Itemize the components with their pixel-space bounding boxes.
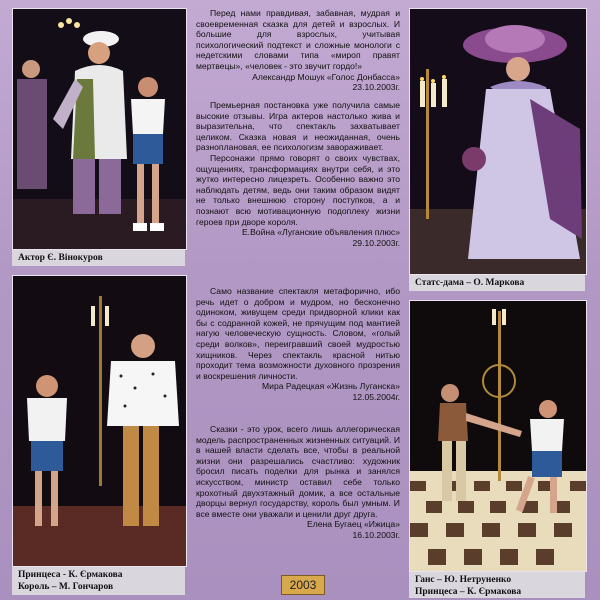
lady-scene-image xyxy=(410,9,586,274)
year-label: 2003 xyxy=(289,578,317,592)
caption-lady xyxy=(409,275,585,291)
review-4 xyxy=(196,424,400,541)
review-2-author: Е.Война «Луганские объявления плюс» xyxy=(241,227,400,238)
hans-princess-scene-image xyxy=(410,301,586,571)
photo-princess-king xyxy=(12,275,187,567)
caption-hans-line: Ганс – Ю. Нетруненко xyxy=(415,575,512,585)
photo-hans-princess xyxy=(409,300,587,572)
photo-lady xyxy=(409,8,587,275)
review-4-author: Елена Бугаец «Ижица» xyxy=(307,519,400,530)
review-3-date: 12.05.2004г. xyxy=(352,391,400,402)
caption-princess2-line: Принцеса – К. Єрмакова xyxy=(415,587,522,597)
caption-lady-text: Статс-дама – О. Маркова xyxy=(415,278,525,288)
caption-princess-king xyxy=(12,567,185,595)
review-4-text: Сказки - это урок, всего лишь аллегорическая модель распространенных жизненных ситуаций. И в нашей власти сделать все, чтобы в реальной жизни они разрешались счастливо: художник бросил писать поделки для рынка и занялся искусством, министр оставил себе только крохотный двухэтажный домик, а все остальные дворцы вернул государству, король был умным. И все вместе они уважали и ценили друг друга. xyxy=(196,424,400,519)
review-2-date: 29.10.2003г. xyxy=(352,237,400,248)
review-2 xyxy=(196,100,400,248)
review-1-text: Перед нами правдивая, забавная, мудрая и своевременная сказка для детей и взрослых. И большие для взрослых, учитывая психологический подтекст и сложные монологи с недетскими словами типа «мироп правят мертвецы», «человек - это звучит гордо!» xyxy=(196,8,400,71)
review-2-text: Премьерная постановка уже получила самые высокие отзывы. Игра актеров настолько жива и выразительна, что спектакль захватывает целиком. Сказка новая и неожиданная, очень разноплановая, ее психологизм завораживает. xyxy=(196,100,400,153)
review-4-date: 16.10.2003г. xyxy=(352,529,400,540)
caption-actor xyxy=(12,250,185,266)
review-1-author: Александр Мошук «Голос Донбасса» xyxy=(252,71,400,82)
review-2-text2: Персонажи прямо говорят о своих чувствах, ощущениях, трансформациях внутри себя, и это жутко интересно лицезреть. Особенно важно это наблюдать детям, ведь они таким образом видят не только внешнюю сторону поступков, а и познают всю мотивационную подоплеку жизни героев при дворе короля. xyxy=(196,152,400,227)
caption-king-line: Король – М. Гончаров xyxy=(18,582,114,592)
caption-princess-line: Принцеса - К. Єрмакова xyxy=(18,570,123,580)
caption-actor-text: Актор Є. Вінокуров xyxy=(18,253,103,263)
princess-king-scene-image xyxy=(13,276,186,566)
year-badge xyxy=(281,575,325,595)
review-3-author: Мира Радецкая «Жизнь Луганска» xyxy=(262,381,400,392)
photo-actor xyxy=(12,8,187,250)
review-1-date: 23.10.2003г. xyxy=(352,82,400,93)
review-1 xyxy=(196,8,400,93)
review-3 xyxy=(196,286,400,403)
caption-hans-princess xyxy=(409,572,585,598)
actor-scene-image xyxy=(13,9,186,249)
review-3-text: Само название спектакля метафорично, ибо речь идет о добром и мудром, но бесконечно одиноком, живущем среди придворной клики как бы с содранной кожей, не прячущим под мантией нагую человеческую сущность. Словом, «голый среди волков», переигравший своей мудростью хищников. Через спектакль красной нитью проходит тема возможности духовного прозрения и воскрешения личности. xyxy=(196,286,400,381)
